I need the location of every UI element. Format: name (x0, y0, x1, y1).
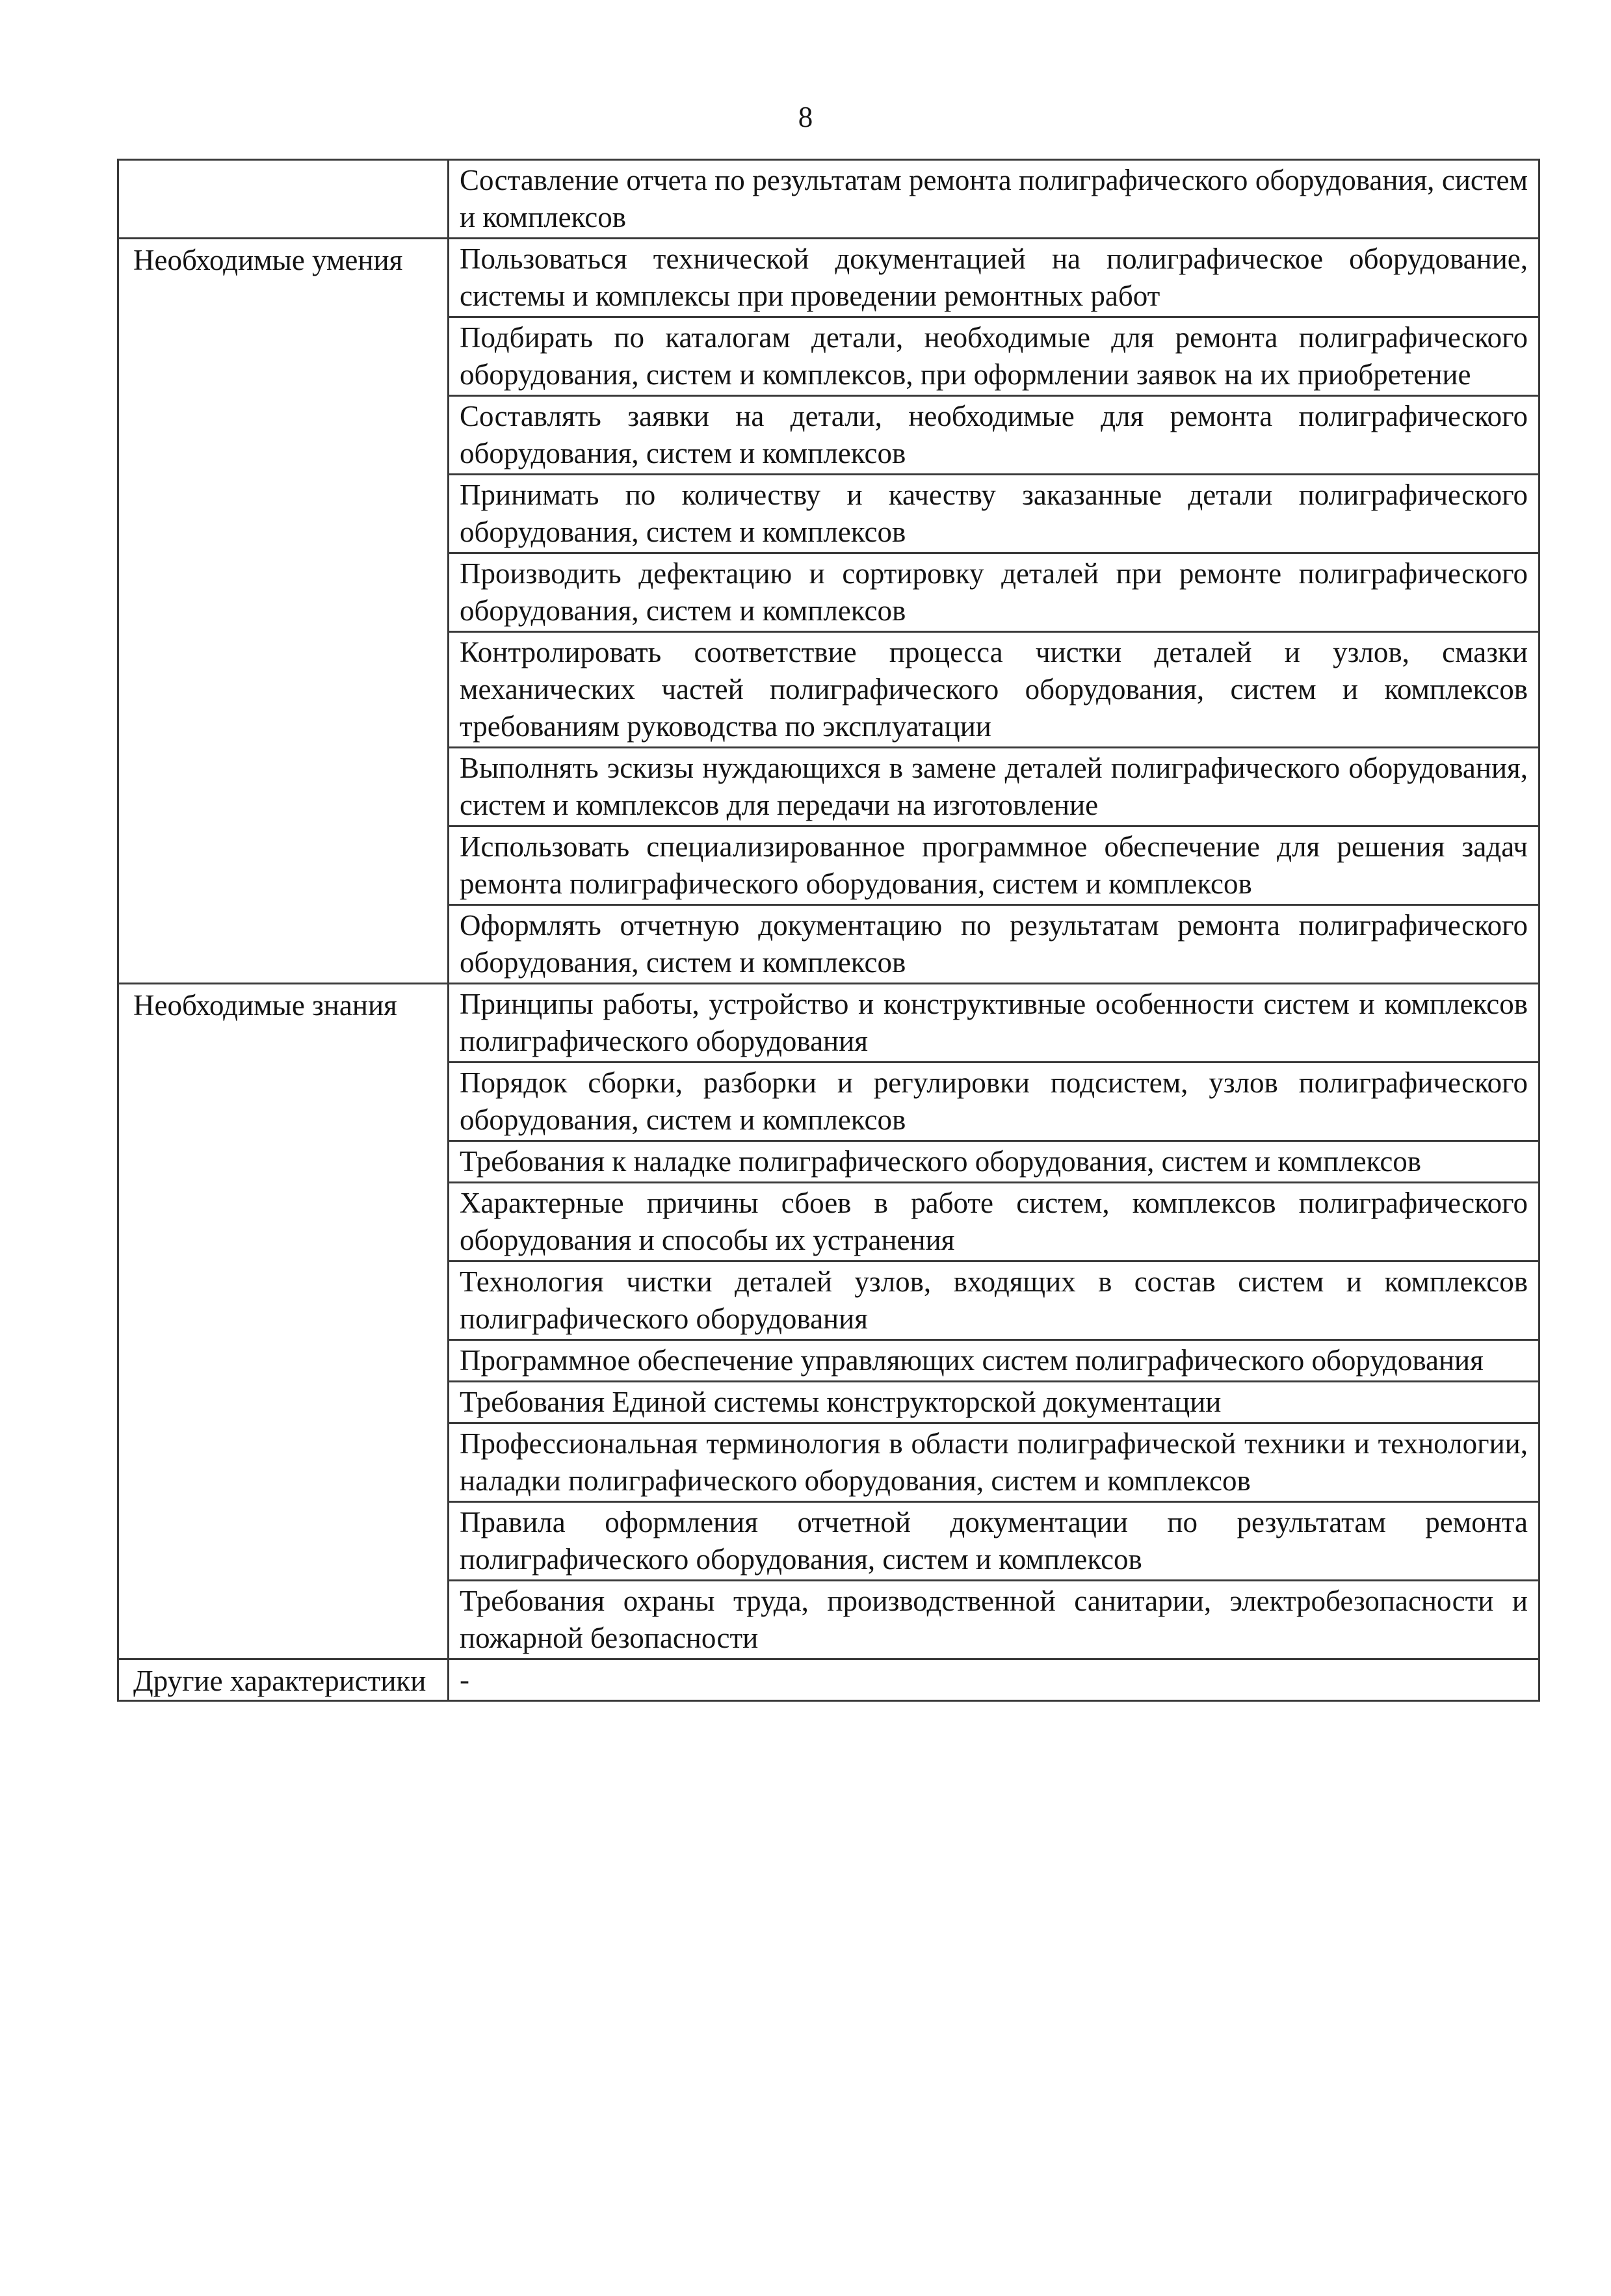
description-cell: Технология чистки деталей узлов, входящих в состав систем и комплексов полиграфического оборудования (449, 1261, 1539, 1340)
description-cell: Характерные причины сбоев в работе систем, комплексов полиграфического оборудования и способы их устранения (449, 1183, 1539, 1261)
description-cell: Профессиональная терминология в области полиграфической техники и технологии, наладки полиграфического оборудования, систем и комплексов (449, 1423, 1539, 1502)
description-cell: Использовать специализированное программное обеспечение для решения задач ремонта полиграфического оборудования, систем и комплексов (449, 826, 1539, 905)
table-row (118, 160, 1539, 239)
description-cell: Пользоваться технической документацией на полиграфическое оборудование, системы и комплексы при проведении ремонтных работ (449, 239, 1539, 317)
description-cell: Требования Единой системы конструкторской документации (449, 1382, 1539, 1423)
description-cell: Программное обеспечение управляющих систем полиграфического оборудования (449, 1340, 1539, 1382)
description-cell: Составлять заявки на детали, необходимые для ремонта полиграфического оборудования, систем и комплексов (449, 396, 1539, 475)
description-cell: Порядок сборки, разборки и регулировки подсистем, узлов полиграфического оборудования, систем и комплексов (449, 1062, 1539, 1141)
description-cell: Оформлять отчетную документацию по результатам ремонта полиграфического оборудования, систем и комплексов (449, 905, 1539, 984)
page-number: 8 (798, 101, 813, 133)
description-cell: Принимать по количеству и качеству заказанные детали полиграфического оборудования, систем и комплексов (449, 475, 1539, 553)
description-cell: Требования к наладке полиграфического оборудования, систем и комплексов (449, 1141, 1539, 1183)
table-row (118, 239, 1539, 317)
table-row (118, 1659, 1539, 1701)
table-row (118, 984, 1539, 1062)
description-cell: Правила оформления отчетной документации по результатам ремонта полиграфического оборудования, систем и комплексов (449, 1502, 1539, 1581)
description-cell: Контролировать соответствие процесса чистки деталей и узлов, смазки механических частей полиграфического оборудования, систем и комплексов требованиям руководства по эксплуатации (449, 632, 1539, 748)
description-cell: Требования охраны труда, производственной санитарии, электробезопасности и пожарной безопасности (449, 1581, 1539, 1659)
description-cell: Подбирать по каталогам детали, необходимые для ремонта полиграфического оборудования, систем и комплексов, при оформлении заявок на их приобретение (449, 317, 1539, 396)
description-cell: Производить дефектацию и сортировку деталей при ремонте полиграфического оборудования, систем и комплексов (449, 553, 1539, 632)
continuation-cell (118, 160, 449, 239)
description-cell: Принципы работы, устройство и конструктивные особенности систем и комплексов полиграфического оборудования (449, 984, 1539, 1062)
section-label-other: Другие характеристики (118, 1659, 449, 1701)
section-label-knowledge: Необходимые знания (118, 984, 449, 1659)
requirements-table (117, 159, 1540, 1702)
description-cell: - (449, 1659, 1539, 1701)
description-cell: Составление отчета по результатам ремонта полиграфического оборудования, систем и комплексов (449, 160, 1539, 239)
description-cell: Выполнять эскизы нуждающихся в замене деталей полиграфического оборудования, систем и комплексов для передачи на изготовление (449, 748, 1539, 826)
section-label-skills: Необходимые умения (118, 239, 449, 984)
